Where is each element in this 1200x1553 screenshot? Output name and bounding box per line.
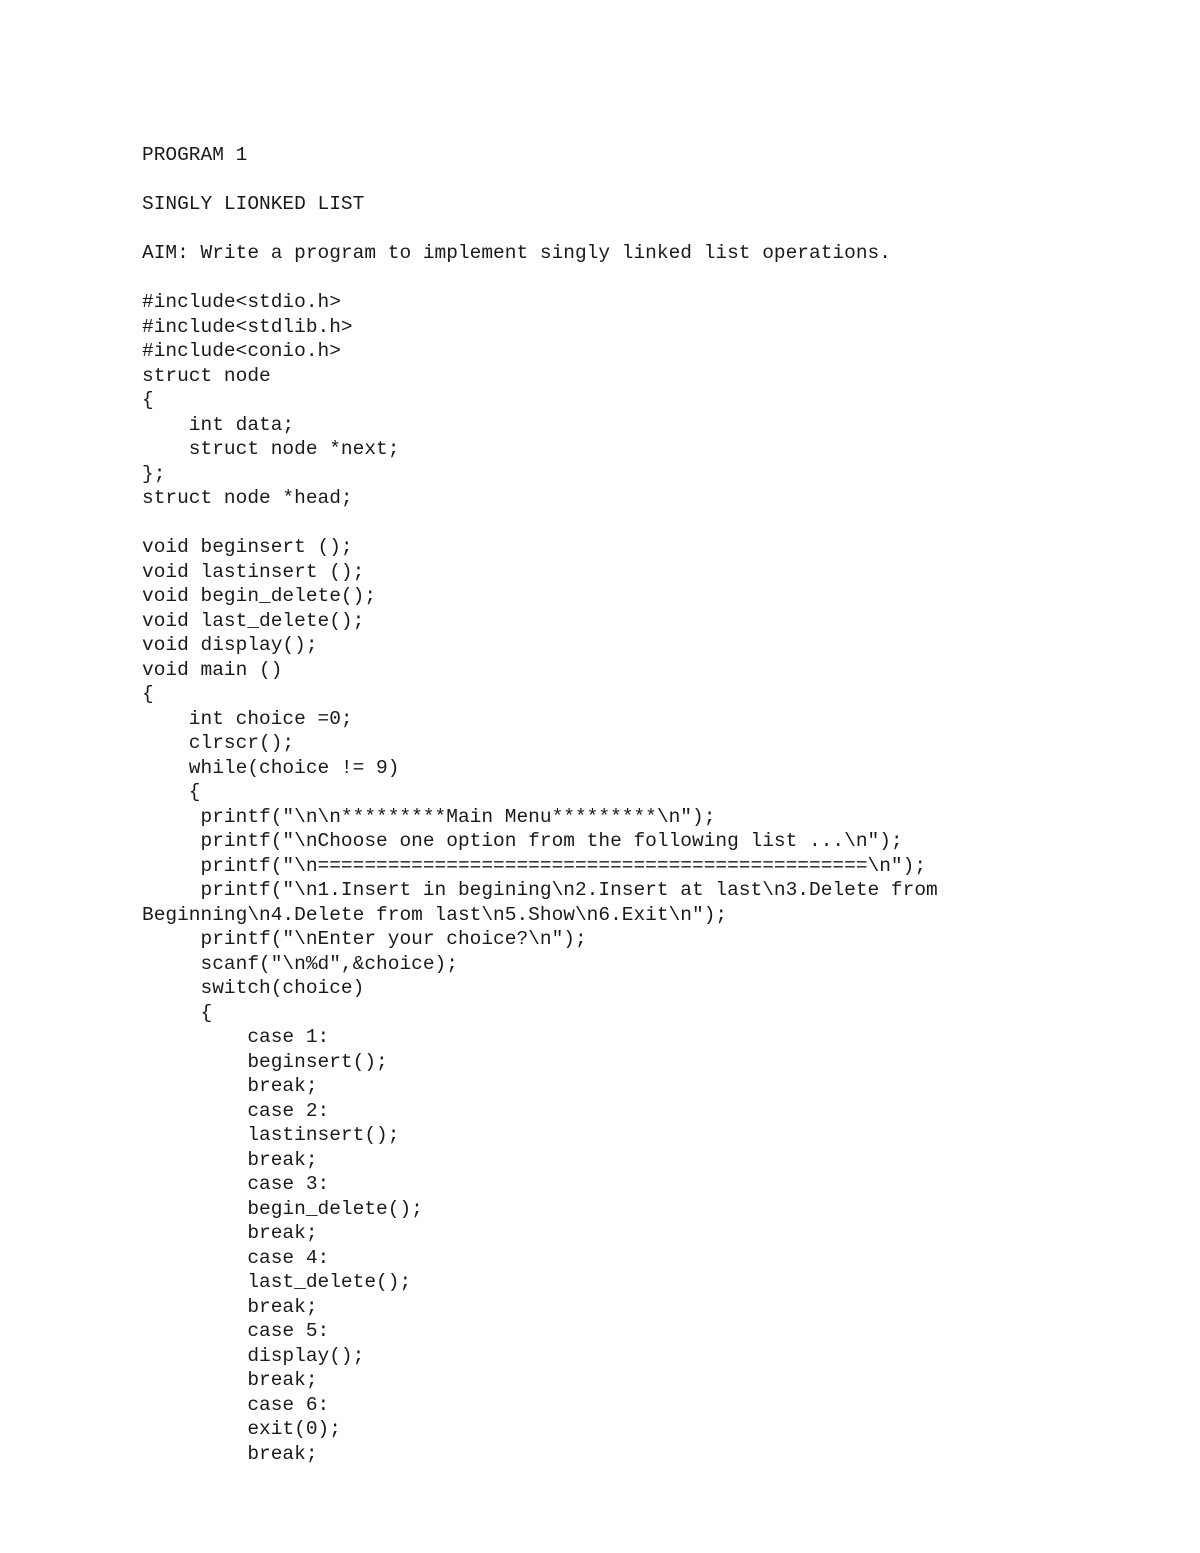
code-line: case 3: [142, 1173, 330, 1195]
code-line: struct node *next; [142, 438, 400, 460]
code-line: printf("\nChoose one option from the following list ...\n"); [142, 830, 903, 852]
code-line: void beginsert (); [142, 536, 353, 558]
code-line: exit(0); [142, 1418, 341, 1440]
spacer [142, 217, 1182, 242]
code-line: { [142, 389, 154, 411]
code-line: void last_delete(); [142, 609, 365, 632]
code-line: clrscr(); [142, 732, 295, 754]
code-line: printf("\n1.Insert in begining\n2.Insert at last\n3.Delete from [142, 879, 938, 901]
code-line: void begin_delete(); [142, 585, 377, 607]
code-line: void main () [142, 658, 283, 681]
spacer [142, 168, 1182, 193]
code-line: begin_delete(); [142, 1197, 423, 1220]
code-line: printf("\n\n*********Main Menu*********\n"); [142, 805, 716, 828]
code-line: { [142, 781, 201, 803]
code-line: break; [142, 1148, 318, 1171]
code-line: last_delete(); [142, 1271, 412, 1293]
code-line: #include<stdlib.h> [142, 315, 353, 338]
code-line: void display(); [142, 634, 318, 656]
code-listing [142, 290, 1182, 1466]
document-title: SINGLY LIONKED LIST [142, 193, 365, 215]
aim-statement: AIM: Write a program to implement singly linked list operations. [142, 242, 891, 264]
code-line: beginsert(); [142, 1050, 388, 1073]
code-line: int data; [142, 413, 295, 436]
code-line: scanf("\n%d",&choice); [142, 952, 458, 975]
code-line: { [142, 1001, 213, 1024]
code-line: #include<stdio.h> [142, 291, 341, 313]
code-line: break; [142, 1295, 318, 1318]
code-line: while(choice != 9) [142, 756, 400, 779]
code-line: Beginning\n4.Delete from last\n5.Show\n6.Exit\n"); [142, 903, 728, 926]
code-line: case 6: [142, 1393, 330, 1416]
code-line: switch(choice) [142, 977, 365, 999]
code-line: void lastinsert (); [142, 560, 365, 583]
code-line: case 1: [142, 1026, 330, 1048]
code-line: case 5: [142, 1320, 330, 1342]
program-label: PROGRAM 1 [142, 144, 248, 166]
code-line: #include<conio.h> [142, 340, 341, 362]
code-line: struct node *head; [142, 487, 353, 509]
code-line: int choice =0; [142, 707, 353, 730]
code-line: break; [142, 1442, 318, 1465]
code-line: break; [142, 1369, 318, 1391]
code-line: printf("\n===============================================\n"); [142, 854, 927, 877]
code-line: break; [142, 1075, 318, 1097]
code-line: case 2: [142, 1099, 330, 1122]
code-line: { [142, 683, 154, 705]
code-line: struct node [142, 364, 271, 387]
code-line: lastinsert(); [142, 1124, 400, 1146]
document-body [142, 143, 1182, 1466]
code-line: break; [142, 1222, 318, 1244]
code-line: case 4: [142, 1246, 330, 1269]
code-line [142, 511, 1182, 536]
code-line: }; [142, 462, 166, 485]
code-line: display(); [142, 1344, 365, 1367]
code-line: printf("\nEnter your choice?\n"); [142, 928, 587, 950]
spacer [142, 266, 1182, 291]
